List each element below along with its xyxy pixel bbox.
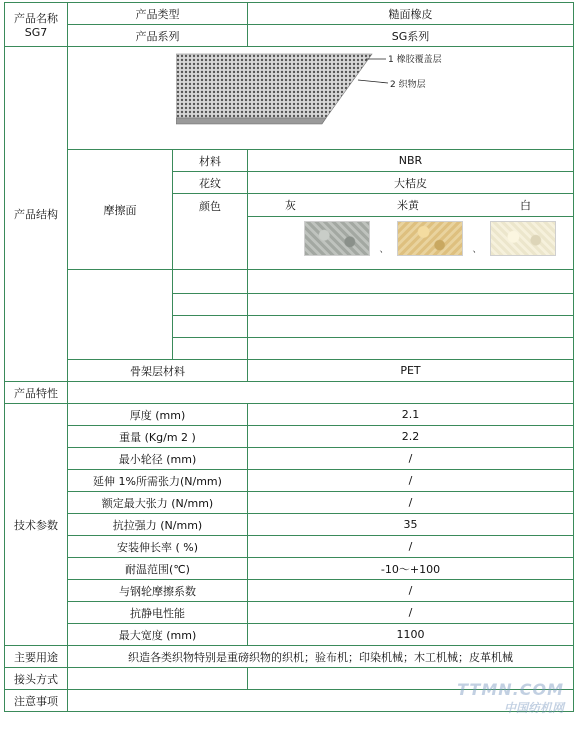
param-value: 1100 — [248, 624, 574, 646]
param-value: / — [248, 536, 574, 558]
color-white: 白 — [520, 199, 531, 212]
swatch-separator: 、 — [472, 245, 482, 255]
swatch-separator: 、 — [379, 245, 389, 255]
structure-diagram-cell — [68, 47, 574, 150]
param-name: 厚度 (mm) — [68, 404, 248, 426]
beige-swatch — [397, 221, 463, 256]
param-name: 耐温范围(℃) — [68, 558, 248, 580]
product-name-cell — [5, 3, 68, 47]
feature-label: 产品特性 — [5, 382, 68, 404]
color-beige: 米黄 — [397, 199, 419, 212]
param-value: / — [248, 602, 574, 624]
param-value: / — [248, 448, 574, 470]
structure-diagram — [176, 50, 476, 130]
material-value: NBR — [248, 150, 574, 172]
diagram-label-fabric-layer: 2 织物层 — [390, 80, 426, 90]
notes-label: 注意事项 — [5, 690, 68, 712]
pattern-value: 大桔皮 — [248, 172, 574, 194]
usage-value: 织造各类织物特别是重磅织物的织机；验布机；印染机械；木工机械；皮革机械 — [68, 646, 574, 668]
empty-cell — [173, 338, 248, 360]
material-label: 材料 — [173, 150, 248, 172]
friction-surface-label: 摩擦面 — [68, 150, 173, 270]
usage-label: 主要用途 — [5, 646, 68, 668]
product-type-value: 糙面橡皮 — [248, 3, 574, 25]
empty-cell — [173, 270, 248, 294]
param-value: 2.2 — [248, 426, 574, 448]
param-name: 重量 (Kg/m 2 ) — [68, 426, 248, 448]
tech-params-label: 技术参数 — [5, 404, 68, 646]
structure-label: 产品结构 — [5, 47, 68, 382]
param-name: 最小轮径 (mm) — [68, 448, 248, 470]
empty-cell — [173, 316, 248, 338]
joint-label: 接头方式 — [5, 668, 68, 690]
spec-table — [4, 2, 574, 712]
empty-cell — [173, 294, 248, 316]
param-value: 35 — [248, 514, 574, 536]
empty-cell — [248, 316, 574, 338]
carcass-material-value: PET — [248, 360, 574, 382]
product-code: SG7 — [24, 26, 48, 39]
carcass-material-label: 骨架层材料 — [68, 360, 248, 382]
product-name-label: 产品名称 — [14, 12, 58, 25]
watermark — [457, 680, 564, 716]
color-grey: 灰 — [285, 199, 296, 212]
param-name: 抗拉强力 (N/mm) — [68, 514, 248, 536]
param-name: 抗静电性能 — [68, 602, 248, 624]
color-label: 颜色 — [173, 194, 248, 270]
empty-cell — [248, 338, 574, 360]
product-series-label: 产品系列 — [68, 25, 248, 47]
param-value: / — [248, 492, 574, 514]
param-name: 延伸 1%所需张力(N/mm) — [68, 470, 248, 492]
pattern-label: 花纹 — [173, 172, 248, 194]
param-value: / — [248, 580, 574, 602]
empty-cell — [248, 294, 574, 316]
param-name: 安装伸长率 ( %) — [68, 536, 248, 558]
param-name: 额定最大张力 (N/mm) — [68, 492, 248, 514]
param-name: 最大宽度 (mm) — [68, 624, 248, 646]
param-value: -10～+100 — [248, 558, 574, 580]
color-swatches-cell — [248, 217, 574, 270]
white-swatch — [490, 221, 556, 256]
grey-swatch — [304, 221, 370, 256]
product-series-value: SG系列 — [248, 25, 574, 47]
joint-value — [68, 668, 248, 690]
param-name: 与钢轮摩擦系数 — [68, 580, 248, 602]
feature-value — [68, 382, 574, 404]
param-value: / — [248, 470, 574, 492]
diagram-label-cover-layer: 1 橡胶覆盖层 — [388, 55, 442, 65]
param-value: 2.1 — [248, 404, 574, 426]
color-names-cell — [248, 194, 574, 217]
empty-cell — [248, 270, 574, 294]
product-type-label: 产品类型 — [68, 3, 248, 25]
watermark-site-name: 中国纺机网 — [503, 701, 564, 715]
empty-cell — [68, 270, 173, 360]
watermark-domain: TTMN.COM — [457, 680, 564, 699]
